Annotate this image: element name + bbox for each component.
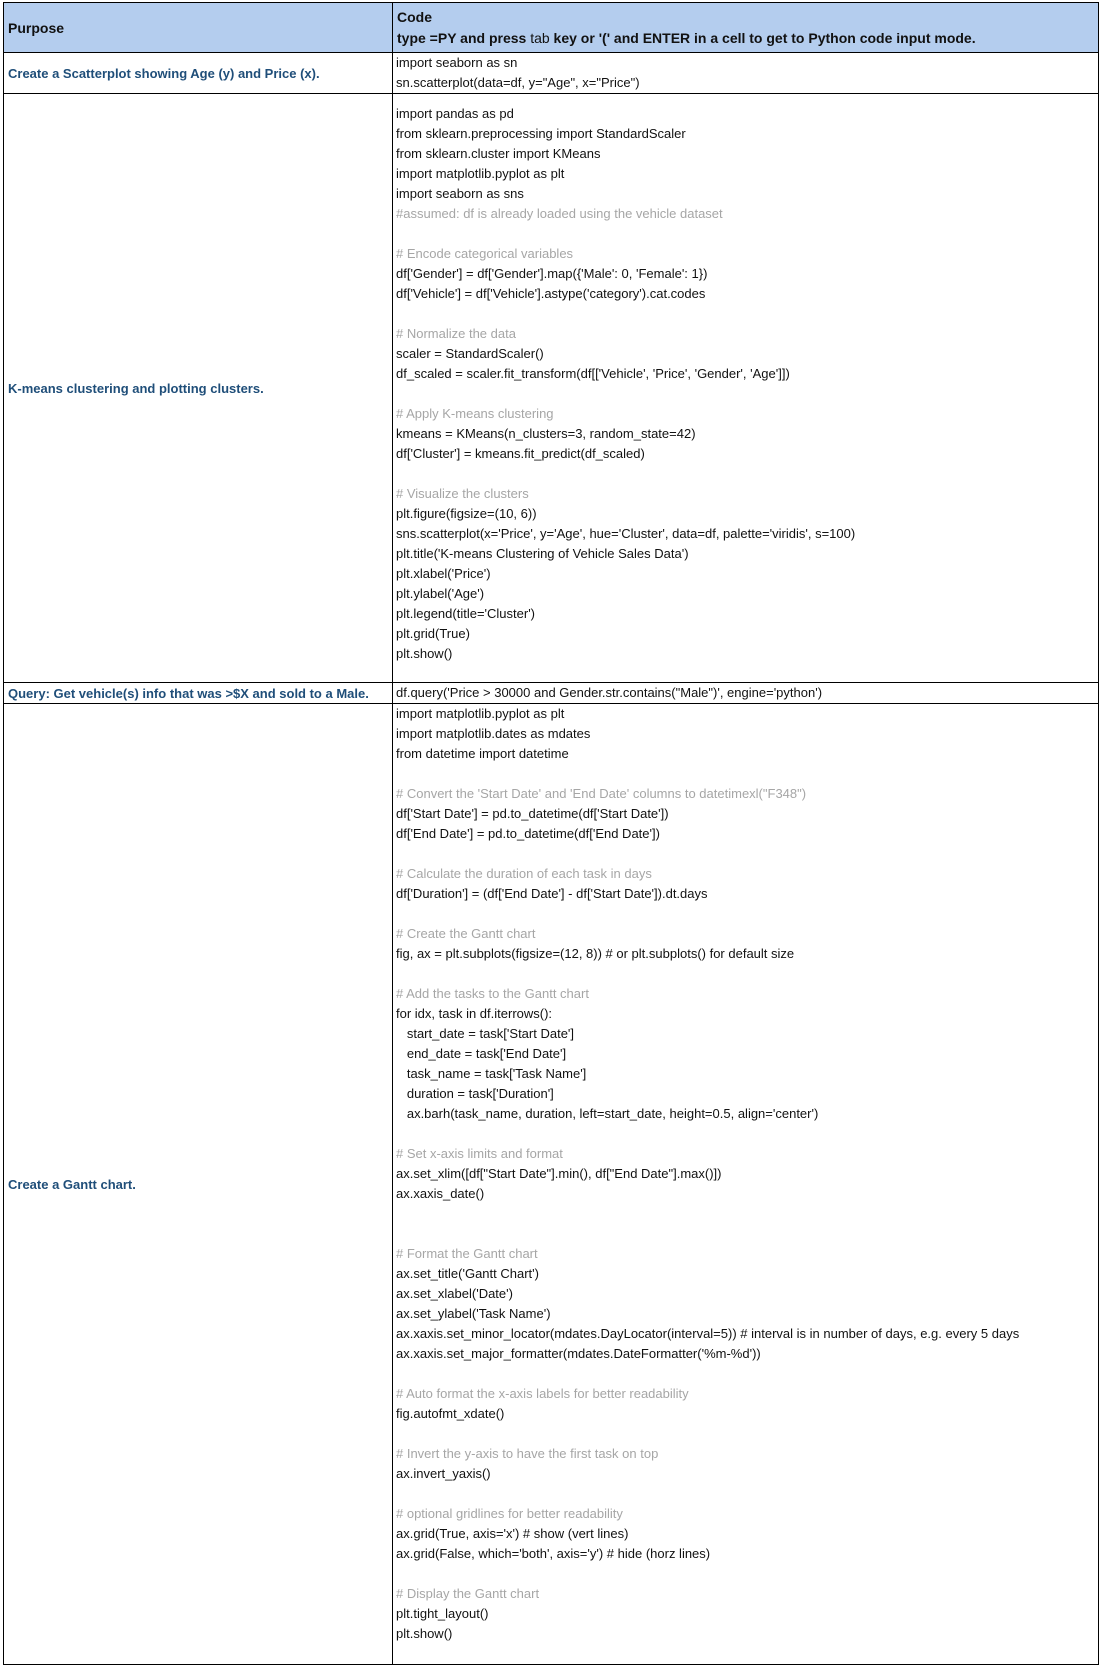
code-line: kmeans = KMeans(n_clusters=3, random_state=42) bbox=[396, 426, 696, 441]
code-comment-line: # Create the Gantt chart bbox=[396, 926, 536, 941]
blank-line bbox=[396, 1204, 1098, 1224]
code-line: ax.xaxis.set_minor_locator(mdates.DayLocator(interval=5)) # interval is in number of days, e.g. every 5 days bbox=[396, 1326, 1020, 1341]
table-row-kmeans bbox=[4, 94, 1099, 683]
table-row-scatterplot bbox=[4, 53, 1099, 94]
code-line: scaler = StandardScaler() bbox=[396, 346, 544, 361]
code-instr-part1: type =PY and press bbox=[397, 29, 531, 46]
code-cell[interactable] bbox=[393, 704, 1099, 1665]
blank-line bbox=[396, 1224, 1098, 1244]
code-line: plt.grid(True) bbox=[396, 626, 470, 641]
code-line: import matplotlib.dates as mdates bbox=[396, 726, 591, 741]
code-cell[interactable] bbox=[393, 683, 1099, 704]
code-line: from sklearn.preprocessing import StandardScaler bbox=[396, 126, 686, 141]
blank-line bbox=[396, 1564, 1098, 1584]
code-line: df['Cluster'] = kmeans.fit_predict(df_scaled) bbox=[396, 446, 645, 461]
code-line: plt.title('K-means Clustering of Vehicle Sales Data') bbox=[396, 546, 689, 561]
code-line: df['Duration'] = (df['End Date'] - df['Start Date']).dt.days bbox=[396, 886, 708, 901]
blank-line bbox=[396, 1484, 1098, 1504]
code-line: ax.invert_yaxis() bbox=[396, 1466, 491, 1481]
code-header-title: Code bbox=[397, 8, 432, 25]
code-comment-line: # Convert the 'Start Date' and 'End Date' columns to datetimexl("F348") bbox=[396, 786, 807, 801]
code-line: df['Vehicle'] = df['Vehicle'].astype('category').cat.codes bbox=[396, 286, 706, 301]
code-instr-part2: key or '(' and ENTER in a cell to get to Python code input mode. bbox=[549, 29, 976, 46]
blank-line bbox=[396, 1424, 1098, 1444]
code-cell[interactable] bbox=[393, 94, 1099, 683]
code-line: ax.grid(True, axis='x') # show (vert lines) bbox=[396, 1526, 629, 1541]
code-line: ax.xaxis_date() bbox=[396, 1186, 485, 1201]
purpose-cell[interactable] bbox=[4, 53, 393, 94]
purpose-text: Query: Get vehicle(s) info that was >$X and sold to a Male. bbox=[8, 685, 369, 701]
table-row-query bbox=[4, 683, 1099, 704]
purpose-text: Create a Scatterplot showing Age (y) and Price (x). bbox=[8, 65, 320, 81]
code-line: fig, ax = plt.subplots(figsize=(12, 8)) # or plt.subplots() for default size bbox=[396, 946, 795, 961]
blank-line bbox=[396, 1364, 1098, 1384]
blank-line bbox=[396, 1124, 1098, 1144]
code-line: df_scaled = scaler.fit_transform(df[['Vehicle', 'Price', 'Gender', 'Age']]) bbox=[396, 366, 790, 381]
code-line: end_date = task['End Date'] bbox=[396, 1046, 567, 1061]
code-line: plt.xlabel('Price') bbox=[396, 566, 491, 581]
code-comment-line: # Auto format the x-axis labels for better readability bbox=[396, 1386, 689, 1401]
code-line: duration = task['Duration'] bbox=[396, 1086, 554, 1101]
code-line: plt.show() bbox=[396, 1626, 453, 1641]
code-comment-line: # Visualize the clusters bbox=[396, 486, 529, 501]
blank-line bbox=[396, 304, 1098, 324]
blank-line bbox=[396, 964, 1098, 984]
code-line: sns.scatterplot(x='Price', y='Age', hue='Cluster', data=df, palette='viridis', s=100) bbox=[396, 526, 856, 541]
blank-line bbox=[396, 384, 1098, 404]
code-line: import matplotlib.pyplot as plt bbox=[396, 706, 565, 721]
code-line: plt.figure(figsize=(10, 6)) bbox=[396, 506, 537, 521]
code-line: df.query('Price > 30000 and Gender.str.contains("Male")', engine='python') bbox=[396, 685, 823, 700]
code-comment-line: # Invert the y-axis to have the first task on top bbox=[396, 1446, 659, 1461]
code-line: import seaborn as sn bbox=[396, 55, 518, 70]
purpose-text: K-means clustering and plotting clusters. bbox=[8, 380, 264, 396]
purpose-header: Purpose bbox=[8, 19, 65, 36]
code-line: df['Start Date'] = pd.to_datetime(df['Start Date']) bbox=[396, 806, 669, 821]
code-line: from datetime import datetime bbox=[396, 746, 569, 761]
code-comment-line: #assumed: df is already loaded using the vehicle dataset bbox=[396, 206, 723, 221]
purpose-header-cell[interactable] bbox=[4, 3, 393, 53]
header-row bbox=[4, 3, 1099, 53]
code-line: plt.tight_layout() bbox=[396, 1606, 489, 1621]
purpose-text: Create a Gantt chart. bbox=[8, 1176, 136, 1192]
code-line: import seaborn as sns bbox=[396, 186, 524, 201]
code-comment-line: # Add the tasks to the Gantt chart bbox=[396, 986, 589, 1001]
code-line: ax.set_xlim([df["Start Date"].min(), df["End Date"].max()]) bbox=[396, 1166, 722, 1181]
blank-line bbox=[396, 764, 1098, 784]
code-line: ax.grid(False, which='both', axis='y') # hide (horz lines) bbox=[396, 1546, 711, 1561]
code-instr-tab: tab bbox=[530, 29, 550, 46]
blank-line bbox=[396, 224, 1098, 244]
code-line: task_name = task['Task Name'] bbox=[396, 1066, 587, 1081]
blank-line bbox=[396, 844, 1098, 864]
code-header-instruction bbox=[397, 28, 1098, 49]
purpose-cell[interactable] bbox=[4, 94, 393, 683]
code-line: plt.legend(title='Cluster') bbox=[396, 606, 536, 621]
code-line: import pandas as pd bbox=[396, 106, 514, 121]
purpose-cell[interactable] bbox=[4, 683, 393, 704]
code-line: ax.barh(task_name, duration, left=start_date, height=0.5, align='center') bbox=[396, 1106, 819, 1121]
code-line: sn.scatterplot(data=df, y="Age", x="Price") bbox=[396, 75, 640, 90]
code-comment-line: # Calculate the duration of each task in days bbox=[396, 866, 652, 881]
blank-line bbox=[396, 904, 1098, 924]
code-line: df['End Date'] = pd.to_datetime(df['End Date']) bbox=[396, 826, 660, 841]
blank-line bbox=[396, 464, 1098, 484]
code-line: ax.set_title('Gantt Chart') bbox=[396, 1266, 539, 1281]
code-comment-line: # optional gridlines for better readability bbox=[396, 1506, 623, 1521]
code-comment-line: # Apply K-means clustering bbox=[396, 406, 554, 421]
code-line: ax.xaxis.set_major_formatter(mdates.DateFormatter('%m-%d')) bbox=[396, 1346, 761, 1361]
code-header-cell[interactable] bbox=[393, 3, 1099, 53]
code-cell[interactable] bbox=[393, 53, 1099, 94]
code-line: import matplotlib.pyplot as plt bbox=[396, 166, 565, 181]
code-line: fig.autofmt_xdate() bbox=[396, 1406, 505, 1421]
code-line: from sklearn.cluster import KMeans bbox=[396, 146, 601, 161]
code-line: start_date = task['Start Date'] bbox=[396, 1026, 575, 1041]
code-reference-sheet bbox=[3, 2, 1099, 1665]
code-line: df['Gender'] = df['Gender'].map({'Male': 0, 'Female': 1}) bbox=[396, 266, 708, 281]
code-line: ax.set_xlabel('Date') bbox=[396, 1286, 513, 1301]
code-line: ax.set_ylabel('Task Name') bbox=[396, 1306, 551, 1321]
code-line: plt.show() bbox=[396, 646, 453, 661]
code-line: for idx, task in df.iterrows(): bbox=[396, 1006, 553, 1021]
code-comment-line: # Normalize the data bbox=[396, 326, 516, 341]
code-comment-line: # Format the Gantt chart bbox=[396, 1246, 538, 1261]
table-row-gantt bbox=[4, 704, 1099, 1665]
code-comment-line: # Set x-axis limits and format bbox=[396, 1146, 563, 1161]
code-comment-line: # Display the Gantt chart bbox=[396, 1586, 540, 1601]
purpose-cell[interactable] bbox=[4, 704, 393, 1665]
code-line: plt.ylabel('Age') bbox=[396, 586, 485, 601]
code-comment-line: # Encode categorical variables bbox=[396, 246, 574, 261]
